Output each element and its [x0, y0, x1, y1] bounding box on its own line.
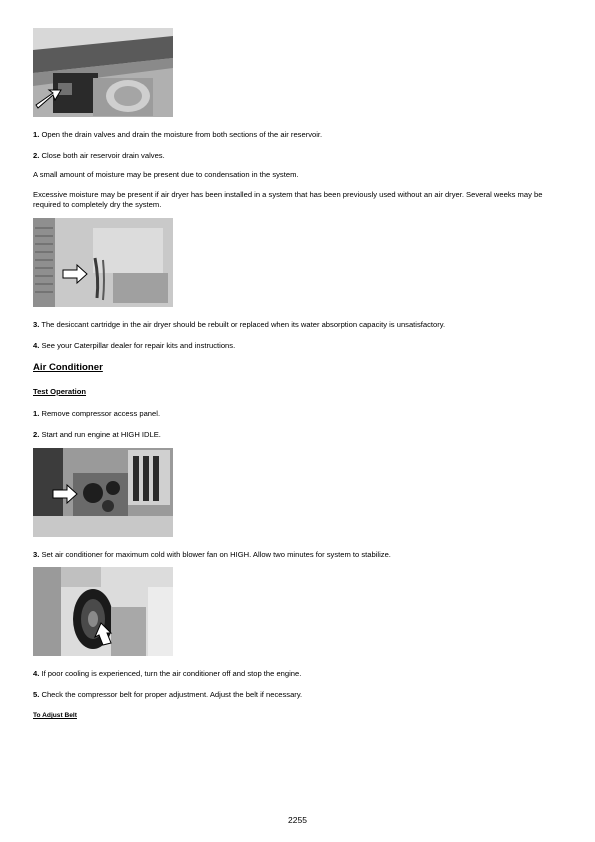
subsection-title-test-operation: Test Operation [33, 387, 87, 396]
compressor-belt-photo [33, 567, 173, 656]
note-excessive-moisture: Excessive moisture may be present if air dryer has been installed in a system that has been previously used without an air dryer. Several weeks may be required to completely dry the system. [33, 190, 543, 209]
step-close-drain-valves: 2. Close both air reservoir drain valves. [33, 151, 165, 160]
note-condensation: A small amount of moisture may be present due to condensation in the system. [33, 170, 299, 179]
ac-step-set-max-cold: 3. Set air conditioner for maximum cold with blower fan on HIGH. Allow two minutes for system to stabilize. [33, 550, 391, 559]
section-title-air-conditioner: Air Conditioner [33, 362, 103, 373]
subsection-title-adjust-belt: To Adjust Belt [33, 712, 77, 719]
step-desiccant-cartridge: 3. The desiccant cartridge in the air dryer should be rebuilt or replaced when its water absorption capacity is unsatisfactory. [33, 320, 446, 329]
air-dryer-photo [33, 218, 173, 307]
step-open-drain-valves: 1. Open the drain valves and drain the moisture from both sections of the air reservoir. [33, 130, 323, 139]
ac-step-remove-panel: 1. Remove compressor access panel. [33, 409, 161, 418]
ac-controls-photo [33, 448, 173, 537]
ac-step-run-engine: 2. Start and run engine at HIGH IDLE. [33, 430, 161, 439]
ac-step-check-belt: 5. Check the compressor belt for proper adjustment. Adjust the belt if necessary. [33, 690, 303, 699]
air-reservoir-drain-photo [33, 28, 173, 117]
ac-step-poor-cooling: 4. If poor cooling is experienced, turn the air conditioner off and stop the engine. [33, 669, 302, 678]
step-see-dealer: 4. See your Caterpillar dealer for repair kits and instructions. [33, 341, 236, 350]
page-number: 2255 [288, 815, 307, 825]
